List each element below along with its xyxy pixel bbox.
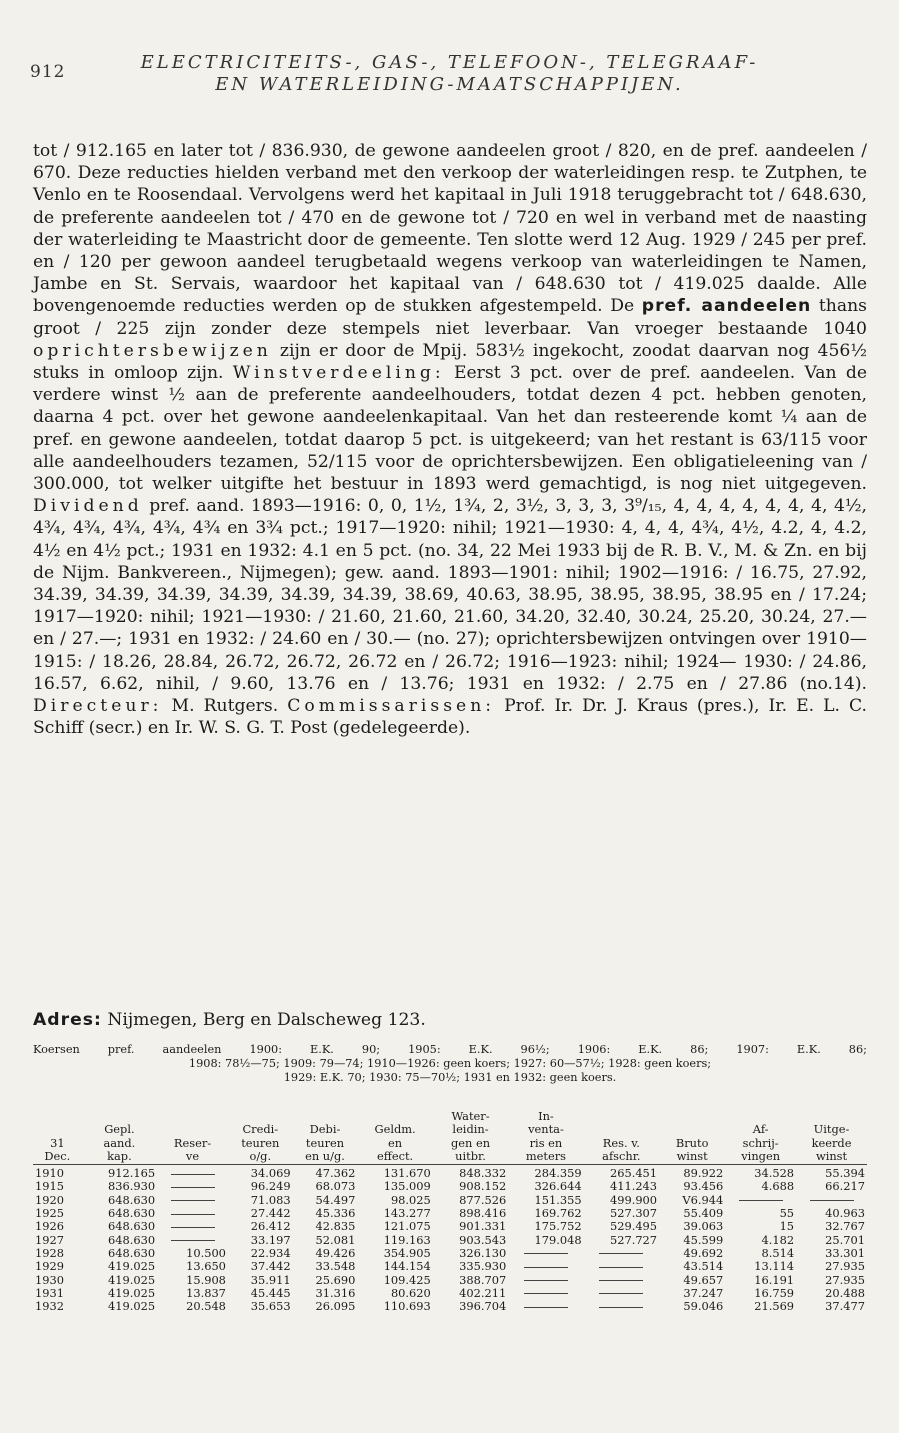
table-cell [584,1287,659,1300]
koersen-line3: 1929: E.K. 70; 1930: 75—70½; 1931 en 1932: geen koers. [283,1071,617,1084]
table-cell: 16.191 [754,1272,795,1287]
table-cell: 121.075 [383,1219,431,1234]
table-cell: 396.704 [459,1299,507,1314]
table-header-text: ve [185,1148,200,1163]
table-cell [584,1260,659,1273]
table-cell: 34.528 [754,1166,795,1181]
table-cell: 10.500 [186,1245,226,1260]
table-header-text: Bruto [675,1135,709,1150]
table-header-text: Debi- [309,1122,341,1137]
table-cell: 22.934 [250,1245,291,1260]
table-cell: 284.359 [534,1166,582,1181]
table-header-text: Res. v. [602,1135,640,1150]
table-cell: 13.114 [754,1259,795,1274]
table-cell: 37.247 [683,1285,724,1300]
table-header-text: kap. [107,1148,132,1163]
table-header-text: Dec. [44,1148,71,1163]
table-header-text: leidin- [452,1122,489,1137]
table-dash [171,1240,215,1241]
table-cell: 20.548 [186,1299,226,1314]
table-cell: 836.930 [108,1179,156,1194]
table-cell [508,1260,583,1273]
table-cell: 32.767 [825,1219,865,1234]
table-header-text: effect. [377,1148,414,1163]
table-cell: 27.935 [825,1259,865,1274]
table-cell: 89.922 [683,1166,724,1181]
table-cell: 80.620 [390,1285,431,1300]
table-cell: 93.456 [683,1179,724,1194]
table-row [33,1234,867,1247]
table-cell: 143.277 [383,1206,431,1221]
table-row [33,1287,867,1300]
table-cell: 419.025 [108,1259,156,1274]
table-body [33,1165,867,1314]
table-cell: 529.495 [609,1219,658,1234]
directeur-label: Directeur: [33,696,163,717]
table-cell: 179.048 [534,1232,582,1247]
table-cell: 16.759 [754,1285,795,1300]
table-header-text: ris en [529,1135,563,1150]
table-cell: 20.488 [825,1285,865,1300]
table-dash [599,1280,643,1281]
table-cell: 35.911 [250,1272,291,1287]
table-cell: 648.630 [108,1245,156,1260]
table-cell: 898.416 [459,1206,507,1221]
table-cell: 527.307 [609,1206,658,1221]
table-cell: 419.025 [108,1299,156,1314]
table-cell [508,1287,583,1300]
table-cell: 13.837 [186,1285,226,1300]
oprichtersbewijzen-label: oprichtersbewijzen [33,340,272,361]
table-cell: 119.163 [383,1232,431,1247]
address-label: Adres: [33,1010,102,1030]
table-cell: 648.630 [108,1232,156,1247]
table-header-cell [725,1110,796,1165]
table-cell: 335.930 [459,1259,507,1274]
table-row [33,1194,867,1207]
table-dash [599,1267,643,1268]
table-cell: 354.905 [383,1245,431,1260]
table-header-text: winst [815,1148,848,1163]
table-row [33,1165,867,1181]
table-header-text: Water- [451,1109,490,1123]
table-dash [599,1253,643,1254]
table-cell: 402.211 [459,1285,507,1300]
table-cell [157,1180,228,1193]
table-cell: 110.693 [383,1299,431,1314]
table-header-text: 31 [50,1135,65,1150]
table-cell: 903.543 [459,1232,507,1247]
table-header-cell [433,1110,508,1165]
table-header-cell [33,1110,82,1165]
table-header-cell [508,1110,583,1165]
body-paragraph [33,140,867,739]
table-row [33,1300,867,1313]
table-header-text: uitbr. [455,1148,486,1163]
table-cell: 877.526 [459,1192,507,1207]
page-number: 912 [30,62,66,82]
table-cell: 499.900 [609,1192,658,1207]
table-cell: 71.083 [250,1192,291,1207]
table-cell: 15.908 [186,1272,226,1287]
table-cell: 109.425 [383,1272,431,1287]
table-cell: 1931 [35,1285,64,1300]
table-cell: 35.653 [250,1299,291,1314]
table-cell: V6.944 [682,1192,724,1207]
table-dash [599,1293,643,1294]
table-cell: 52.081 [315,1232,356,1247]
winstverdeeling-label: Winstverdeeling: [232,363,445,384]
table-header-text: vingen [741,1148,781,1163]
table-header-text: Uitge- [813,1122,850,1137]
page-header [0,52,899,96]
table-header-text: venta- [528,1122,564,1137]
table-cell: 1915 [35,1179,64,1194]
table-header-text: In- [538,1109,554,1123]
table-cell: 45.336 [315,1206,356,1221]
table-cell [584,1274,659,1287]
table-cell [157,1234,228,1247]
table-cell: 27.442 [250,1206,291,1221]
table-cell: 4.688 [761,1179,795,1194]
table-dash [171,1187,215,1188]
table-dash [171,1227,215,1228]
table-header-text: afschr. [602,1148,641,1163]
running-title-line1: ELECTRICITEITS-, GAS-, TELEFOON-, TELEGRAAF- [140,52,759,73]
table-cell: 1929 [35,1259,64,1274]
table-row [33,1207,867,1220]
table-cell [584,1300,659,1313]
table-cell: 26.412 [250,1219,291,1234]
table-header-cell [659,1110,725,1165]
table-cell: 49.692 [683,1245,724,1260]
commissarissen-label: Commissarissen: [287,696,496,717]
table-cell: 648.630 [108,1192,156,1207]
table-cell: 908.152 [459,1179,507,1194]
address-value: Nijmegen, Berg en Dalscheweg 123. [107,1010,426,1030]
body-text-part1: tot / 912.165 en later tot / 836.930, de gewone aandeelen groot / 820, en de pref. aandeelen / 670. Deze reducties hielden verband met den verkoop der waterleidingen resp. te Zutphen, te Venlo en te Roosendaal. Vervolgens werd het kapitaal in Juli 1918 teruggebracht tot / 648.630, de preferente aandeelen tot / 470 en de gewone tot / 720 en wel in verband met de naasting der waterleiding te Maastricht door de gemeente. Ten slotte werd 12 Aug. 1929 / 245 per pref. en / 120 per gewoon aandeel terugbetaald wegens verkoop van waterleidingen te Namen, Jambe en St. Servais, waardoor het kapitaal van / 648.630 tot / 419.025 daalde. Alle bovengenoemde reducties werden op de stukken afgestempeld. De [33,141,867,317]
table-header-cell [357,1110,432,1165]
table-header-text: aand. [103,1135,136,1150]
table-cell: 21.569 [754,1299,795,1314]
table-header-text: o/g. [249,1148,272,1163]
table-dash [524,1293,568,1294]
body-text-part5: pref. aand. 1893—1916: 0, 0, 1½, 1¾, 2, 3½, 3, 3, 3, 3⁹/₁₅, 4, 4, 4, 4, 4, 4, 4, 4½, 4¾, 4¾, 4¾, 4¾, 4¾ en 3¾ pct.; 1917—1920: nihil; 1921—1930: 4, 4, 4, 4¾, 4½, 4.2, 4, 4.2, 4½ en 4½ pct.; 1931 en 1932: 4.1 en 5 pct. (no. 34, 22 Mei 1933 bij de R. B. V., M. & Zn. en bij de Nijm. Bankvereen., Nijmegen); gew. aand. 1893—1901: nihil; 1902—1916: / 16.75, 27.92, 34.39, 34.39, 34.39, 34.39, 34.39, 34.39, 38.69, 40.63, 38.95, 38.95, 38.95, 38.95 en / 17.24; 1917—1920: nihil; 1921—1930: / 21.60, 21.60, 21.60, 34.20, 32.40, 30.24, 25.20, 30.24, 27.— en / 27.—; 1931 en 1932: / 24.60 en / 30.— (no. 27); oprichtersbewijzen ontvingen over 1910—1915: / 18.26, 28.84, 26.72, 26.72, 26.72 en / 26.72; 1916—1923: nihil; 1924— 1930: / 24.86, 16.57, 6.62, nihil, / 9.60, 13.76 en / 13.76; 1931 en 1932: / 2.75 en / 27.86 (no.14). [33,496,867,694]
table-cell: 901.331 [459,1219,507,1234]
table-cell [796,1194,867,1207]
table-cell [725,1194,796,1207]
running-title-line2: EN WATERLEIDING-MAATSCHAPPIJEN. [215,74,684,95]
table-cell: 648.630 [108,1219,156,1234]
table-cell: 1925 [35,1206,64,1221]
table-header-text: en [388,1135,403,1150]
table-cell [157,1220,228,1233]
table-cell: 144.154 [383,1259,431,1274]
table-cell: 419.025 [108,1285,156,1300]
table-header-text: schrij- [742,1135,779,1150]
table-cell: 68.073 [315,1179,356,1194]
table-cell: 265.451 [609,1166,658,1181]
table-cell: 175.752 [534,1219,582,1234]
table-cell [157,1207,228,1220]
table-cell: 1930 [35,1272,64,1287]
table-cell: 34.069 [250,1166,291,1181]
table-header-text: teuren [241,1135,280,1150]
table-cell: 96.249 [250,1179,291,1194]
body-text-part6: M. Rutgers. [171,696,279,717]
body-text [33,140,867,739]
table-header-cell [796,1110,867,1165]
table-cell: 49.657 [683,1272,724,1287]
table-header-row [33,1110,867,1165]
table-cell [508,1274,583,1287]
table-row [33,1247,867,1260]
table-row [33,1274,867,1287]
table-cell: 37.477 [825,1299,865,1314]
table-cell: 25.690 [315,1272,356,1287]
table-dash [171,1200,215,1201]
financial-table [33,1110,867,1313]
table-dash [810,1200,854,1201]
table-header-text: Gepl. [104,1122,135,1137]
table-cell [508,1247,583,1260]
table-header-text: Geldm. [374,1122,416,1137]
table-cell: 419.025 [108,1272,156,1287]
table-header-cell [584,1110,659,1165]
table-cell: 411.243 [609,1179,658,1194]
table-cell: 1926 [35,1219,64,1234]
table-cell: 1932 [35,1299,64,1314]
table-cell: 55 [779,1206,795,1221]
table-header-cell [228,1110,293,1165]
table-cell: 326.130 [459,1245,507,1260]
table-cell: 527.727 [609,1232,658,1247]
table-cell: 135.009 [383,1179,431,1194]
table-row [33,1180,867,1193]
table-cell: 40.963 [825,1206,865,1221]
table-cell: 31.316 [315,1285,356,1300]
table-cell [157,1194,228,1207]
table-cell: 55.394 [825,1166,865,1181]
table-cell: 42.835 [315,1219,356,1234]
table-header-cell [157,1110,228,1165]
table-header-text: winst [676,1148,708,1163]
body-text-part4: Eerst 3 pct. over de pref. aandeelen. Van de verdere winst ½ aan de preferente aandeelhouders, totdat dezen 4 pct. hebben genoten, daarna 4 pct. over het gewone aandeelenkapitaal. Van het dan resteerende komt ¼ aan de pref. en gewone aandeelen, totdat daarop 5 pct. is uitgekeerd; van het restant is 63/115 voor alle aandeelhouders tezamen, 52/115 voor de oprichtersbewijzen. Een obligatieleening van / 300.000, tot welker uitgifte het bestuur in 1893 werd gemachtigd, is nog niet uitgegeven. [33,363,868,495]
table-cell: 4.182 [761,1232,795,1247]
table-row [33,1260,867,1273]
table-cell: 1910 [35,1166,64,1181]
table-header-text: Reser- [173,1135,212,1150]
table-cell: 47.362 [315,1166,356,1181]
table-cell: 326.644 [534,1179,582,1194]
table-header-text: teuren [305,1135,345,1150]
table-row [33,1220,867,1233]
table-cell: 1920 [35,1192,64,1207]
table-cell: 59.046 [683,1299,724,1314]
table-cell: 37.442 [250,1259,291,1274]
table-header-text: keerde [811,1135,852,1150]
address-line [33,1010,426,1030]
table-cell: 33.197 [250,1232,291,1247]
table-header-text: meters [525,1148,566,1163]
table-cell: 45.445 [250,1285,291,1300]
table-cell: 169.762 [534,1206,582,1221]
table-cell: 54.497 [315,1192,356,1207]
table-cell: 15 [779,1219,795,1234]
table-cell: 55.409 [683,1206,724,1221]
table-cell: 13.650 [186,1259,226,1274]
body-text-part3: zijn er door de Mpij. 583½ ingekocht, zoodat daarvan nog 456½ stuks in omloop zijn. [33,340,868,384]
table-dash [171,1214,215,1215]
table-cell: 8.514 [761,1245,795,1260]
table-cell: 912.165 [108,1166,156,1181]
dividend-label: Dividend [33,496,143,517]
table-cell: 648.630 [108,1206,156,1221]
running-title [0,52,899,96]
table-cell: 33.548 [315,1259,356,1274]
table-cell [584,1247,659,1260]
table-cell: 25.701 [825,1232,865,1247]
pref-aandeelen-label: pref. aandeelen [641,296,812,317]
table-cell: 848.332 [459,1166,507,1181]
koersen-line1: Koersen pref. aandeelen 1900: E.K. 90; 1905: E.K. 96½; 1906: E.K. 86; 1907: E.K. 86; [33,1043,867,1056]
table-cell: 151.355 [534,1192,582,1207]
table-cell: 33.301 [825,1245,865,1260]
koersen-block [33,1043,867,1085]
table-header-text: gen en [450,1135,491,1150]
table-header-cell [82,1110,157,1165]
table-dash [171,1174,215,1175]
table-cell: 49.426 [315,1245,356,1260]
table-cell [508,1300,583,1313]
table-header-cell [293,1110,358,1165]
body-text-part2: thans groot / 225 zijn zonder deze stempels niet leverbaar. Van vroeger bestaande 1040 [33,296,868,339]
table-cell: 131.670 [383,1166,431,1181]
table-cell: 45.599 [683,1232,724,1247]
table-cell: 27.935 [825,1272,865,1287]
table-cell: 98.025 [390,1192,431,1207]
table-cell: 26.095 [315,1299,356,1314]
table-cell: 66.217 [825,1179,865,1194]
table-dash [524,1253,568,1254]
table-dash [739,1200,783,1201]
table-header-text: Af- [752,1122,769,1137]
koersen-line2: 1908: 78½—75; 1909: 79—74; 1910—1926: geen koers; 1927: 60—57½; 1928: geen koers; [188,1057,712,1070]
table-cell: 1928 [35,1245,64,1260]
table-dash [524,1307,568,1308]
body-text-part7: Prof. Ir. Dr. J. Kraus (pres.), Ir. E. L. C. Schiff (secr.) en Ir. W. S. G. T. Post (gedelegeerde). [33,696,868,739]
table-cell: 39.063 [683,1219,724,1234]
table-dash [599,1307,643,1308]
table-dash [524,1280,568,1281]
table-cell [157,1165,228,1181]
table-cell: 388.707 [459,1272,507,1287]
table-cell: 1927 [35,1232,64,1247]
table-header-text: en u/g. [305,1148,345,1163]
table-cell: 43.514 [683,1259,724,1274]
table-header-text: Credi- [242,1122,279,1137]
table-dash [524,1267,568,1268]
